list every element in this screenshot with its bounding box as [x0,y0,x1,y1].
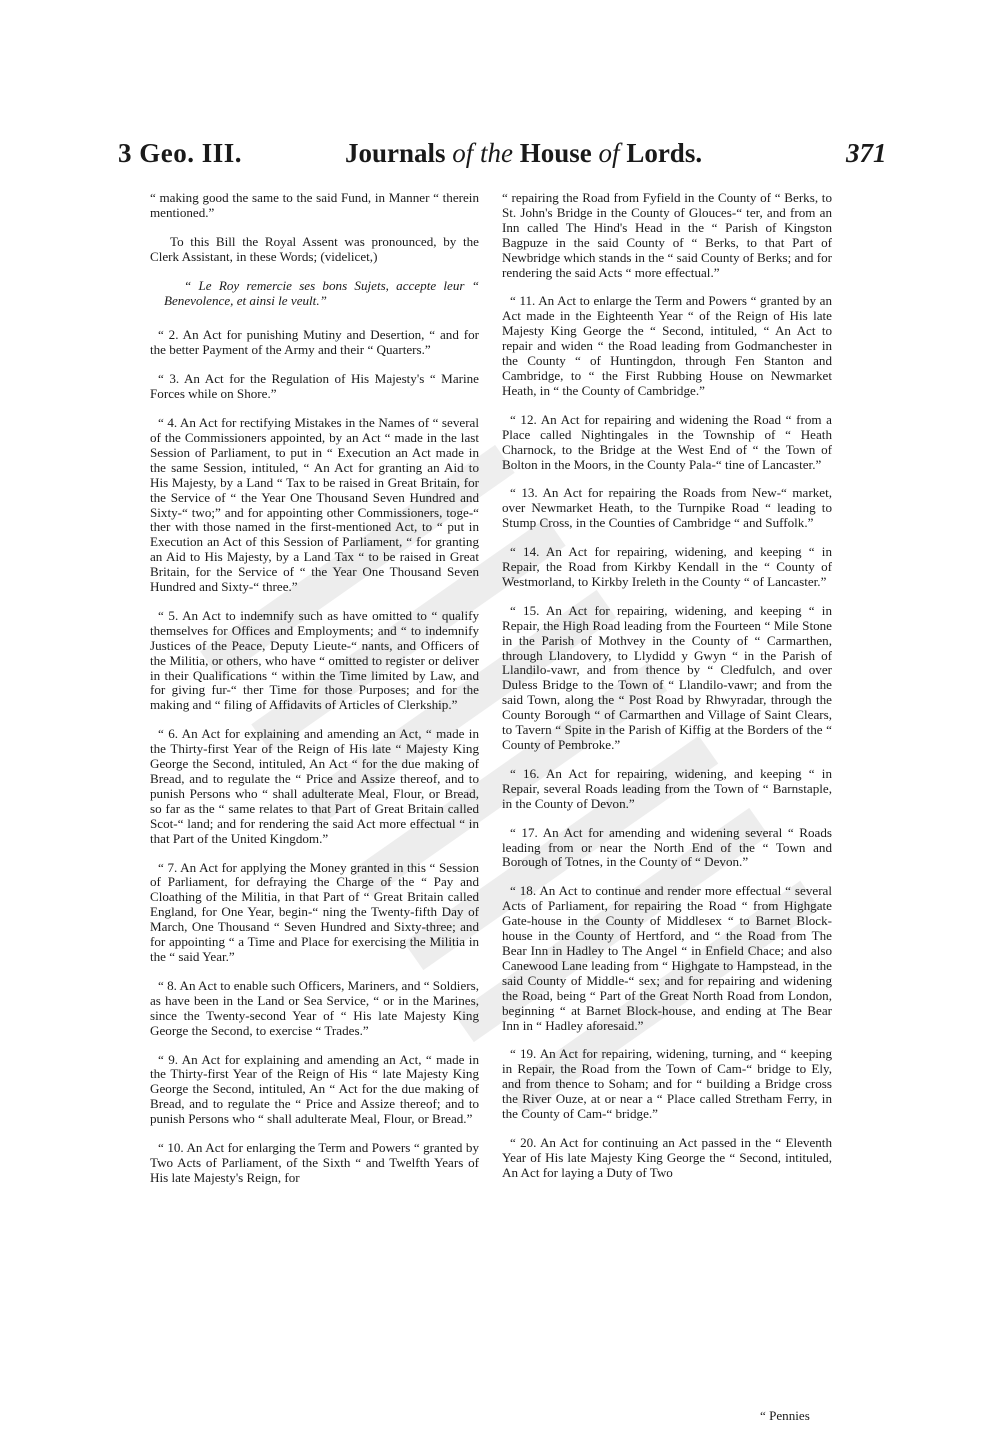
act-entry: “ 12. An Act for repairing and widening the Road “ from a Place called Nightingales in the Township of “ Heath Charnock, to the Bridge at the West End of “ the Town of Bolton in the Moors, in the County Pala-“ tine of Lancaster.” [502,411,832,472]
act-entry: “ 19. An Act for repairing, widening, turning, and “ keeping in Repair, the Road from the Town of Cam-“ bridge to Ely, and from thence to Soham; and for “ building a Bridge cross the River Ouze, at or near a “ Place called Stretham Ferry, in the County of Cam-“ bridge.” [502,1046,832,1122]
act-entry: “ 4. An Act for rectifying Mistakes in the Names of “ several of the Commissioners appointed, by an Act “ made in the last Session of Parliament, to put in “ Execution an Act made in the same Session, intituled, “ An Act for granting an Aid to His Majesty, by a Land “ Tax to be raised in Great Britain, for the Service of “ the Year One Thousand Seven Hundred and Sixty-“ two;” and for appointing other Commissioners, toge-“ ther with those named in the first-mentioned Act, to “ put in Execution an Act of this Session of Parliament, “ for granting an Aid to His Majesty, by a Land Tax “ to be raised in Great Britain, for the Service of “ the Year One Thousand Seven Hundred and Sixty-“ three.” [150,415,479,595]
act-entry: “ 13. An Act for repairing the Roads from New-“ market, over Newmarket Heath, to the Turnpike Road “ leading to Stump Cross, in the Counties of Cambridge “ and Suffolk.” [502,485,832,531]
act-entry: “ 17. An Act for amending and widening several “ Roads leading from or near the North End of the “ Town and Borough of Totnes, in the County of “ Devon.” [502,824,832,870]
act-entry: “ 15. An Act for repairing, widening, and keeping “ in Repair, the High Road leading from the Fourteen “ Mile Stone in the Parish of Mothvey in the County of “ Carmarthen, through Llandovery, to Llydidd y Gwyn “ in the Parish of Llandilo-vawr, and from thence by “ Cledfulch, and over Duless Bridge to the Town of “ Llandilo-vawr; and from the said Town, along the “ Post Road by Rhwyradar, through the County Borough “ of Carmarthen and Village of Saint Clears, to Tavern “ Spite in the Parish of Kiffig at the Borders of the “ County of Pembroke.” [502,602,832,752]
act-entry: “ repairing the Road from Fyfield in the County of “ Berks, to St. John's Bridge in the County of Glouces-“ ter, and from an Inn called The Hind's Head in the “ Parish of Kingston Bagpuze in the said County of “ Berks, to that Part of Newbridge which stands in the “ said County of Berks; and for rendering the said Acts “ more effectual.” [502,190,832,280]
act-entry: “ 11. An Act to enlarge the Term and Powers “ granted by an Act made in the Eighteenth Year “ of the Reign of His late Majesty King George the “ Second, intituled, “ An Act to repair and widen “ the Road leading from Godmanchester in the County “ of Huntingdon, through Fen Stanton and Cambridge, to “ the First Rubbing House on Newmarket Heath, in “ the County of Cambridge.” [502,293,832,398]
act-entry: “ 18. An Act to continue and render more effectual “ several Acts of Parliament, for repairing the Road “ from Highgate Gate-house in the County of Middlesex “ to Barnet Block-house in the County of Hertford, and “ the Road from The Bear Inn in Hadley to The Angel “ in Enfield Chace; and also Canewood Lane leading from “ Highgate to Hampstead, in the said County of Middle-“ sex; and for repairing and widening the Road, being “ Part of the Great North Road from London, beginning “ at Barnet Block-house, and ending at The Bear Inn in “ Hadley aforesaid.” [502,883,832,1033]
royal-assent-note: To this Bill the Royal Assent was pronounced, by the Clerk Assistant, in these Words; (videlicet,) [150,233,479,264]
act-entry: “ 10. An Act for enlarging the Term and Powers “ granted by Two Acts of Parliament, of the Sixth “ and Twelfth Years of His late Majesty's Reign, for [150,1140,479,1185]
act-entry: “ 3. An Act for the Regulation of His Majesty's “ Marine Forces while on Shore.” [150,371,479,402]
act-entry: “ 9. An Act for explaining and amending an Act, “ made in the Thirty-first Year of the Reign of His “ late Majesty King George the Second, intituled, An “ Act for the due making of Bread, and to regulate the “ Price and Assize thereof; and to punish Persons who “ shall adulterate Meal, Flour, or Bread.” [150,1051,479,1127]
act-entry: “ 16. An Act for repairing, widening, and keeping “ in Repair, several Roads leading from the Town of “ Barnstaple, in the County of Devon.” [502,765,832,811]
act-entry: “ 2. An Act for punishing Mutiny and Desertion, “ and for the better Payment of the Army and their “ Quarters.” [150,327,479,358]
act-entry: “ 5. An Act to indemnify such as have omitted to “ qualify themselves for Offices and Employments; and “ to indemnify Justices of the Peace, Deputy Lieute-“ nants, and Officers of the Militia, or others, who have “ omitted to register or deliver in their Qualifications “ within the Time limited by Law, and for giving fur-“ ther Time for those Purposes; and for the making and “ filing of Affidavits of Articles of Clerkship.” [150,607,479,713]
running-title: Journals of the House of Lords. [345,138,703,168]
page-number: 371 [846,138,887,168]
act-entry: “ 6. An Act for explaining and amending an Act, “ made in the Thirty-first Year of the Reign of His late “ Majesty King George the Second, intituled, An Act “ for the due making of Bread, and to regulate the “ Price and Assize thereof, and to punish Persons who “ shall adulterate Meal, Flour, or Bread, so far as the “ same relates to that Part of Great Britain called Scot-“ land; and for rendering the said Act more effectual “ in that Part of the United Kingdom.” [150,726,479,846]
royal-assent-formula: “ Le Roy remercie ses bons Sujets, accepte leur “ Benevolence, et ainsi le veult.” [164,277,479,308]
act-entry: “ 8. An Act to enable such Officers, Mariners, and “ Soldiers, as have been in the Land or Sea Service, “ or in the Marines, since the Twenty-second Year of “ His late Majesty King George the Second, to exercise “ Trades.” [150,977,479,1038]
act-entry: “ 20. An Act for continuing an Act passed in the “ Eleventh Year of His late Majesty King George the “ Second, intituled, An Act for laying a Duty of Two [502,1134,832,1180]
right-column [502,191,832,1195]
paragraph: “ making good the same to the said Fund, in Manner “ therein mentioned.” [150,190,479,220]
catchword: “ Pennies [760,1408,810,1423]
page-header [0,138,992,182]
regnal-year: 3 Geo. III. [118,138,243,168]
left-column [150,191,479,1200]
act-entry: “ 14. An Act for repairing, widening, and keeping “ in Repair, the Road from Kirkby Kendall in the “ County of Westmorland, to Kirkby Ireleth in the County “ of Lancaster.” [502,544,832,589]
act-entry: “ 7. An Act for applying the Money granted in this “ Session of Parliament, for defraying the Charge of the “ Pay and Cloathing of the Militia, in that Part of “ Great Britain called England, for One Year, begin-“ ning the Twenty-fifth Day of March, One Thousand “ Seven Hundred and Sixty-three; and for appointing “ a Time and Place for exercising the Militia in the “ said Year.” [150,859,479,964]
